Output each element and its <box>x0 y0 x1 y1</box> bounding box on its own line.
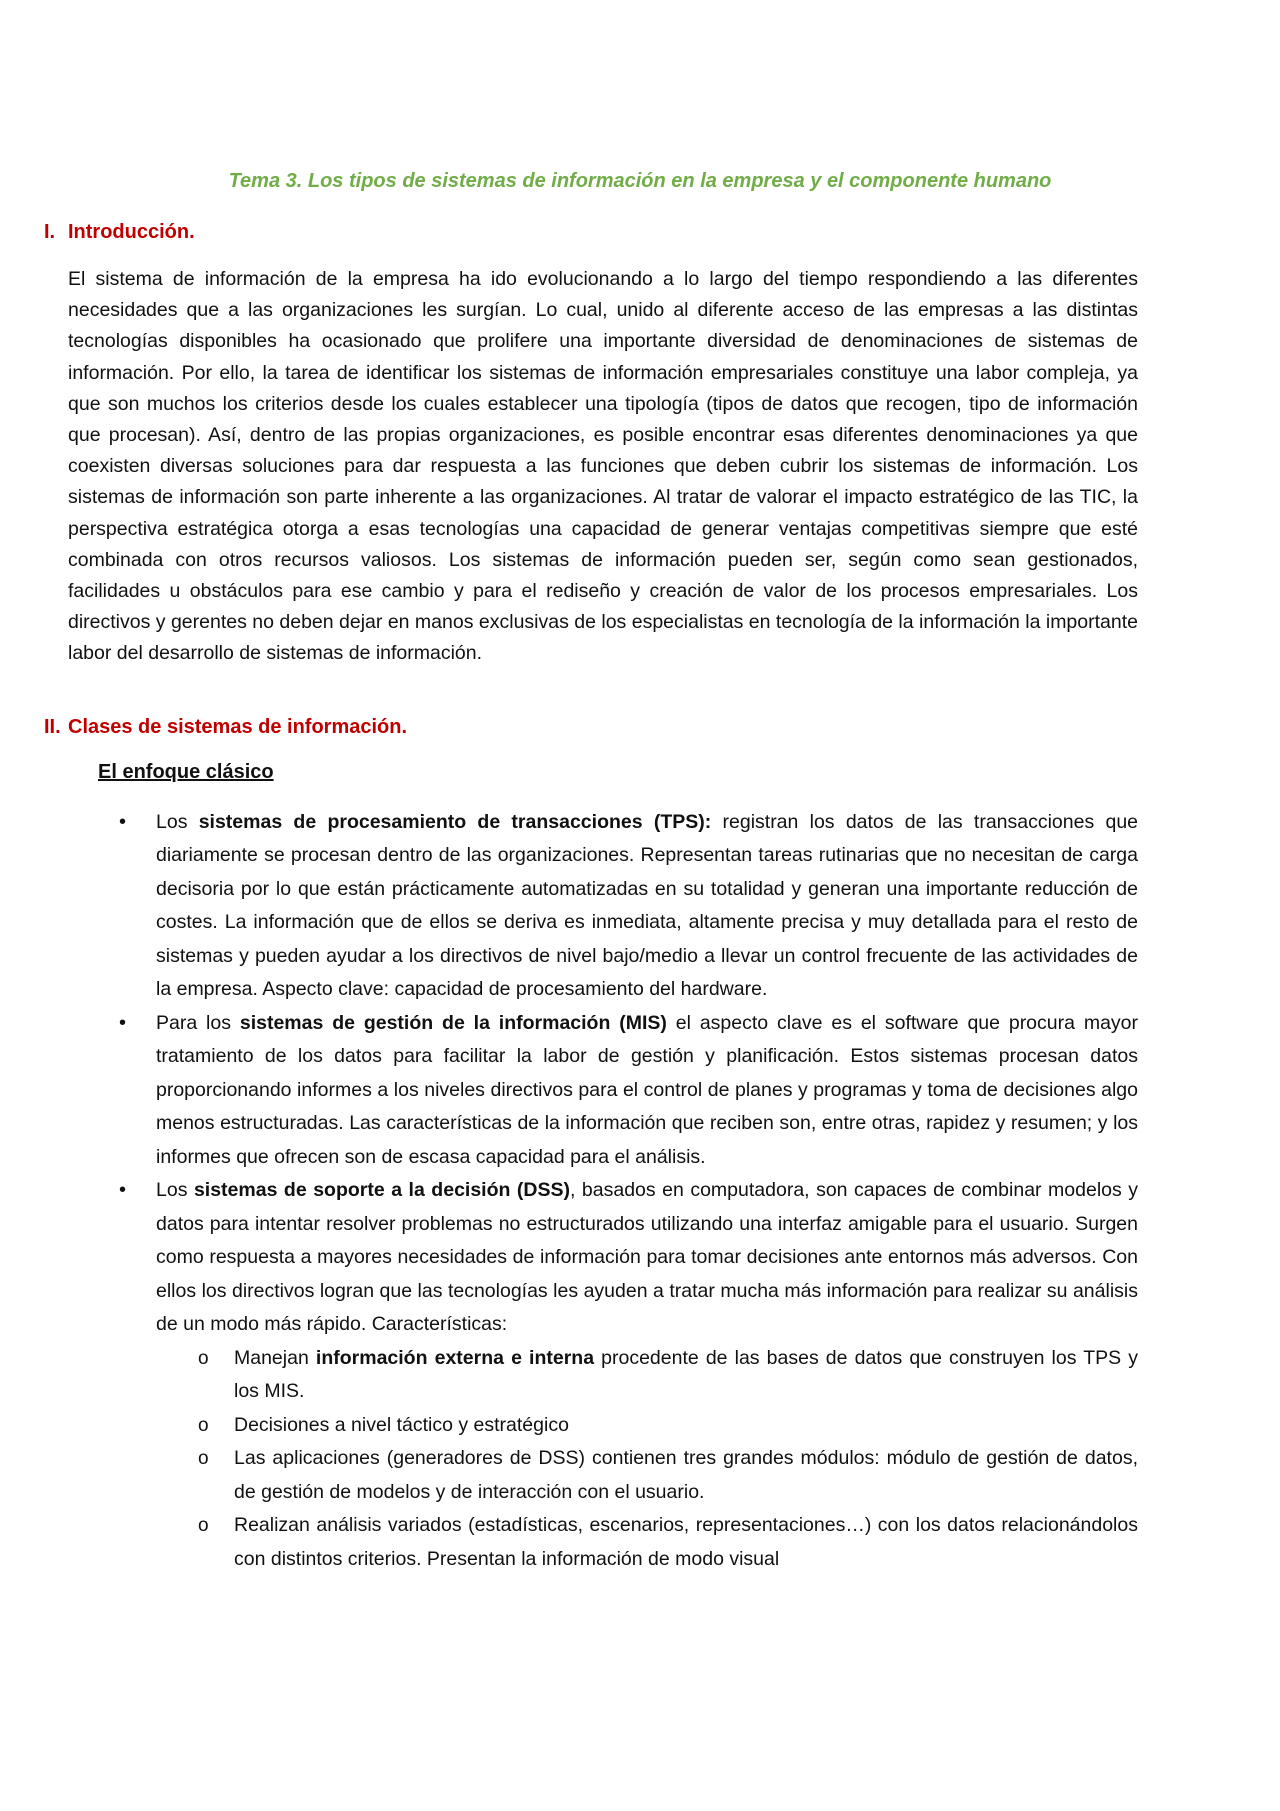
circle-bullet-icon: o <box>198 1347 209 1369</box>
sub-item-text: Realizan análisis variados (estadísticas, escenarios, representaciones…) con los datos relacionándolos con distintos criterios. Presentan la información de modo visual <box>234 1514 1138 1570</box>
section-heading-clases <box>44 716 1138 739</box>
circle-bullet-icon: o <box>198 1414 209 1436</box>
sub-item-text: Las aplicaciones (generadores de DSS) contienen tres grandes módulos: módulo de gestión de datos, de gestión de modelos y de interacción con el usuario. <box>234 1447 1138 1503</box>
circle-bullet-icon: o <box>198 1448 209 1470</box>
sub-item-text: procedente de las bases de datos que construyen los TPS y los MIS. <box>234 1346 1138 1403</box>
section-title: Clases de sistemas de información. <box>68 715 408 738</box>
sub-item-text: Manejan <box>234 1346 316 1369</box>
document-title: Tema 3. Los tipos de sistemas de información en la empresa y el componente humano <box>228 170 1052 192</box>
bullet-text: registran los datos de las transacciones que diariamente se procesan dentro de las organizaciones. Representan tareas rutinarias que no necesitan de carga decisoria por lo que están prácticamente automatizadas en su totalidad y generan una importante reducción de costes. La información que de ellos se deriva es inmediata, altamente precisa y muy detallada para el resto de sistemas y pueden ayudar a los directivos de nivel bajo/medio a llevar un control frecuente de las actividades de la empresa. Aspecto clave: capacidad de procesamiento del hardware. <box>156 810 1139 1001</box>
dss-characteristics-list <box>156 1342 1138 1577</box>
bullet-text: Los <box>156 810 199 833</box>
list-item <box>119 1174 1139 1576</box>
section-title: Introducción. <box>68 221 195 243</box>
intro-paragraph: El sistema de información de la empresa ha ido evolucionando a lo largo del tiempo respondiendo a las diferentes necesidades que a las organizaciones les surgían. Lo cual, unido al diferente acceso de las empresas a las distintas tecnologías disponibles ha ocasionado que prolifere una importante diversidad de denominaciones de sistemas de información. Por ello, la tarea de identificar los sistemas de información empresariales constituye una labor compleja, ya que son muchos los criterios desde los cuales establecer una tipología (tipos de datos que recogen, tipo de información que procesan). Así, dentro de las propias organizaciones, es posible encontrar esas diferentes denominaciones ya que coexisten diversas soluciones para dar respuesta a las funciones que deben cubrir los sistemas de información. Los sistemas de información son parte inherente a las organizaciones. Al tratar de valorar el impacto estratégico de las TIC, la perspectiva estratégica otorga a esas tecnologías una capacidad de generar ventajas competitivas siempre que esté combinada con otros recursos valiosos. Los sistemas de información pueden ser, según como sean gestionados, facilidades u obstáculos para ese cambio y para el rediseño y creación de valor de los procesos empresariales. Los directivos y gerentes no deben dejar en manos exclusivas de los especialistas en tecnología de la información la importante labor del desarrollo de sistemas de información. <box>68 268 1138 665</box>
bullet-icon: • <box>119 1179 127 1202</box>
list-item <box>119 806 1139 1007</box>
list-item <box>119 1007 1139 1175</box>
list-item <box>198 1442 1138 1509</box>
bullet-bold-text: sistemas de procesamiento de transacciones (TPS): <box>198 810 712 833</box>
bullet-text: , basados en computadora, son capaces de combinar modelos y datos para intentar resolver problemas no estructurados utilizando una interfaz amigable para el usuario. Surgen como respuesta a mayores necesidades de información para tomar decisiones ante entornos más adversos. Con ellos los directivos logran que las tecnologías les ayuden a tratar mucha más información para realizar su análisis de un modo más rápido. Características: <box>156 1179 1139 1336</box>
sub-item-text: Decisiones a nivel táctico y estratégico <box>234 1413 569 1436</box>
section-number: II. <box>44 715 61 738</box>
bullet-bold-text: sistemas de soporte a la decisión (DSS) <box>193 1179 570 1202</box>
list-item <box>198 1342 1138 1409</box>
section-number: I. <box>44 221 56 243</box>
list-item <box>198 1409 1138 1443</box>
sub-item-bold-text: información externa e interna <box>315 1346 595 1369</box>
systems-bullet-list <box>44 806 1138 1577</box>
bullet-icon: • <box>119 1011 127 1034</box>
bullet-text: el aspecto clave es el software que procura mayor tratamiento de los datos para facilitar la labor de gestión y planificación. Estos sistemas procesan datos proporcionando informes a los niveles directivos para el control de planes y programas y toma de decisiones algo menos estructuradas. Las características de la información que reciben son, entre otras, rapidez y resumen; y los informes que ofrecen son de escasa capacidad para el análisis. <box>156 1011 1139 1168</box>
bullet-text: Los <box>156 1179 194 1202</box>
subheading-enfoque-clasico: El enfoque clásico <box>98 760 274 783</box>
bullet-icon: • <box>119 810 127 833</box>
circle-bullet-icon: o <box>198 1515 209 1537</box>
bullet-text: Para los <box>156 1011 240 1034</box>
list-item <box>198 1509 1138 1576</box>
bullet-bold-text: sistemas de gestión de la información (MIS) <box>239 1011 667 1034</box>
section-heading-introduccion <box>44 221 1138 244</box>
